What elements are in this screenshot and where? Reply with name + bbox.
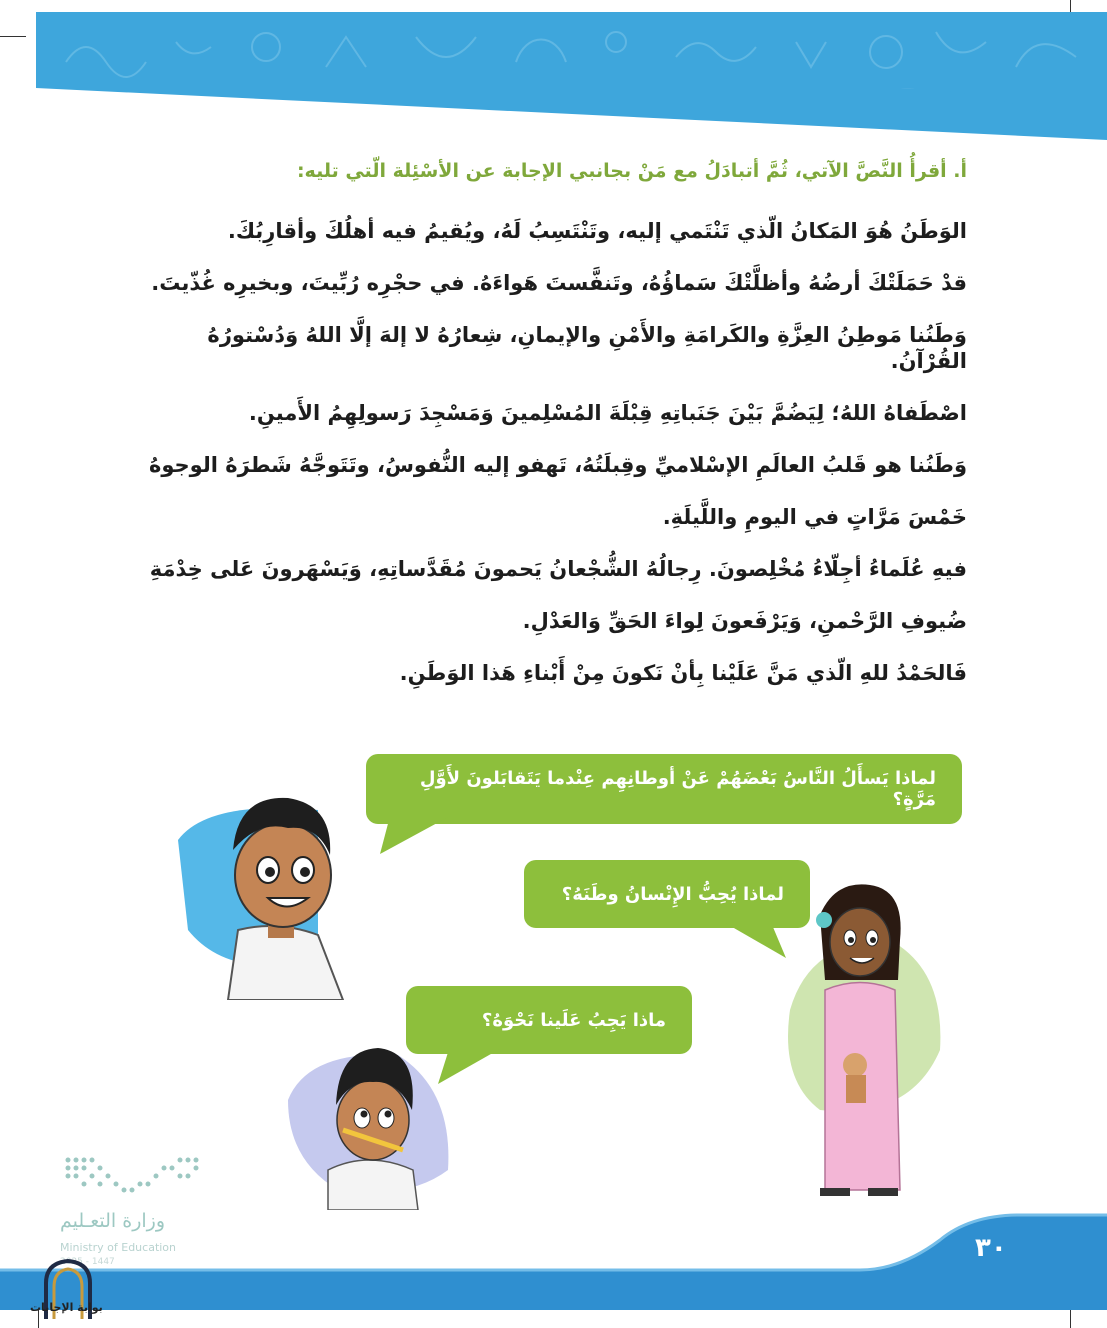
question-1-text: لماذا يَسأَلُ النَّاسُ بَعْضَهُمْ عَنْ أوطانِهِم عِنْدما يَتَقابَلونَ لأَوَّلِ مَرَّةٍ؟	[419, 768, 936, 810]
passage-paragraph: قدْ حَمَلَتْكَ أرضُهُ وأظلَّتْكَ سَماؤُهُ، وتَنفَّستَ هَواءَهُ. في حجْرِه رُبِّيتَ، وبخيرِه غُذّيتَ.	[151, 271, 967, 295]
instruction-text: أ. أقرأُ النَّصَّ الآتي، ثُمَّ أتبادَلُ مع مَنْ بجانبي الإجابة عن الأسْئِلة الّتي تليه:	[296, 160, 967, 182]
passage-line: اصْطَفاهُ اللهُ؛ لِيَضُمَّ بَيْنَ جَنَباتِهِ قِبْلَةَ المُسْلِمينَ وَمَسْجِدَ رَسولِهِمُ الأَمينِ.	[248, 401, 967, 425]
ministry-year: 2025 - 1447	[60, 1257, 115, 1267]
reading-passage	[127, 218, 967, 686]
ministry-name-arabic: وزارة التعـليم	[60, 1210, 166, 1232]
boy-character-illustration	[168, 780, 368, 1000]
page-number: ٣٠	[975, 1233, 1007, 1263]
question-bubble-2	[524, 860, 810, 928]
watermark-text: بوابة الإجابات	[30, 1301, 103, 1314]
header-curve	[0, 0, 1107, 140]
girl-character-illustration	[780, 880, 950, 1200]
passage-paragraph: فَالحَمْدُ للهِ الّذي مَنَّ عَلَيْنا بِأنْ نَكونَ مِنْ أَبْناءِ هَذا الوَطَنِ.	[399, 661, 967, 685]
bubble-tail	[380, 816, 470, 856]
question-2-text: لماذا يُحِبُّ الإِنْسانُ وطَنَهُ؟	[561, 883, 784, 905]
passage-line: فيهِ عُلَماءُ أجِلّاءُ مُخْلِصونَ. رِجالُهُ الشُّجْعانُ يَحمونَ مُقَدَّساتِهِ، وَيَسْهَرونَ عَلى خِدْمَةِ	[149, 557, 967, 581]
ministry-name-english: Ministry of Education	[60, 1241, 177, 1254]
passage-line: خَمْسَ مَرَّاتٍ في اليومِ واللَّيلَةِ.	[662, 505, 967, 529]
passage-line: ضُيوفِ الرَّحْمنِ، وَيَرْفَعونَ لِواءَ الحَقِّ وَالعَدْلِ.	[522, 609, 967, 633]
footer-band	[0, 1210, 1107, 1310]
question-3-text: ماذا يَجِبُ عَلَينا نَحْوَهُ؟	[481, 1009, 666, 1031]
question-bubble-1	[366, 754, 962, 824]
ministry-logo-icon	[60, 1150, 210, 1210]
passage-line: وَطَنُنا هو قَلبُ العالَمِ الإسْلاميِّ وقِبلَتُهُ، تَهفو إليه النُّفوسُ، وتَتَوجَّهُ شَطرَهُ الوجوهُ	[148, 453, 967, 477]
thinking-boy-illustration	[288, 1030, 458, 1210]
passage-line: وَطَنُنا مَوطِنُ العِزَّةِ والكَرامَةِ والأَمْنِ والإيمانِ، شِعارُهُ لا إلهَ إلَّا اللهُ وَدُسْتورُهُ القُرْآنُ.	[207, 323, 967, 373]
passage-paragraph: الوَطَنُ هُوَ المَكانُ الّذي تَنْتَمي إليه، وتَنْتَسِبُ لَهُ، ويُقيمُ فيه أهلُكَ وأقارِبُكَ.	[227, 219, 967, 243]
